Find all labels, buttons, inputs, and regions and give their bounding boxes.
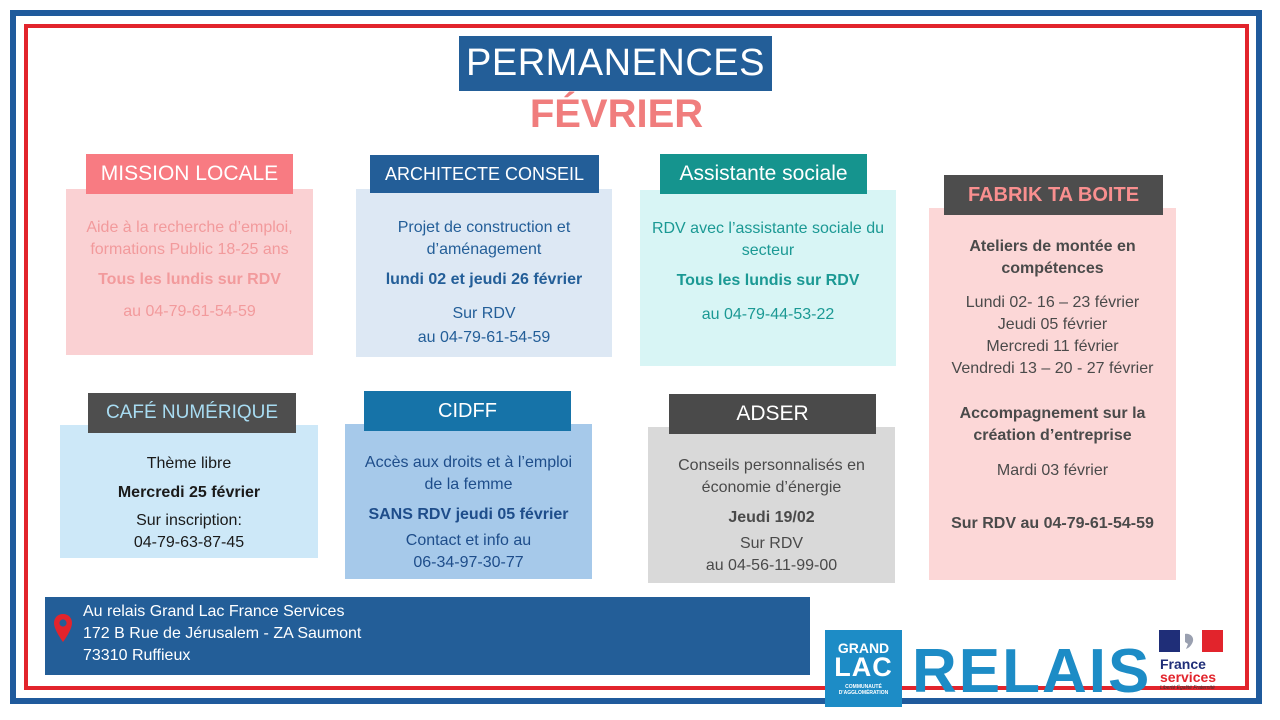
architecte-desc: Projet de construction et d’aménagement (397, 219, 571, 258)
assistante-card (640, 190, 896, 366)
france-services-logo (1159, 628, 1223, 706)
architecte-card (356, 189, 612, 357)
relais-logo: RELAIS (912, 637, 1152, 706)
address-panel (45, 597, 810, 675)
address-line: Au relais Grand Lac France Services (83, 603, 345, 620)
cafe-theme: Thème libre (146, 455, 232, 472)
adser-card (648, 427, 895, 583)
page-title: PERMANENCES (459, 36, 772, 91)
cafe-card (60, 425, 318, 558)
grand-lac-logo (825, 630, 902, 707)
fabrik-date: Jeudi 05 février (997, 316, 1108, 333)
adser-schedule: Jeudi 19/02 (728, 509, 815, 526)
adser-rdv: Sur RDV (739, 535, 804, 552)
assistante-desc: RDV avec l’assistante sociale du secteur (651, 220, 885, 259)
fabrik-date: Mardi 03 février (996, 462, 1109, 479)
france-services-text: France (1160, 656, 1206, 672)
mission-locale-phone: au 04-79-61-54-59 (123, 303, 256, 320)
mission-locale-desc: Aide à la recherche d’emploi, formations Public 18-25 ans (86, 219, 293, 258)
cidff-contact: Contact et info au (405, 532, 532, 549)
architecte-label: ARCHITECTE CONSEIL (370, 155, 599, 193)
architecte-rdv: Sur RDV (452, 305, 516, 322)
cafe-label: CAFÉ NUMÉRIQUE (88, 393, 296, 433)
fabrik-heading-ateliers: Ateliers de montée en compétences (969, 238, 1136, 277)
france-services-text: services (1160, 669, 1217, 685)
map-pin-icon (53, 613, 73, 650)
marianne-flag-icon (1159, 630, 1223, 652)
cidff-label: CIDFF (364, 391, 571, 431)
mission-locale-card (66, 189, 313, 355)
architecte-schedule: lundi 02 et jeudi 26 février (385, 271, 583, 288)
grand-lac-logo-text: COMMUNAUTÉ D'AGGLOMÉRATION (838, 684, 889, 696)
adser-label: ADSER (669, 394, 876, 434)
france-services-motto: Liberté Égalité Fraternité (1160, 685, 1215, 691)
fabrik-date: Lundi 02- 16 – 23 février (965, 294, 1140, 311)
cafe-phone: 04-79-63-87-45 (133, 534, 245, 551)
fabrik-contact: Sur RDV au 04-79-61-54-59 (951, 515, 1154, 532)
address-line: 73310 Ruffieux (83, 647, 191, 664)
mission-locale-schedule: Tous les lundis sur RDV (98, 271, 281, 288)
assistante-schedule: Tous les lundis sur RDV (676, 272, 860, 289)
cafe-inscription: Sur inscription: (136, 512, 242, 529)
fabrik-card (929, 208, 1176, 580)
adser-desc: Conseils personnalisés en économie d’énergie (678, 457, 865, 496)
fabrik-heading-accompagnement: Accompagnement sur la création d’entreprise (959, 405, 1146, 444)
grand-lac-logo-text: LAC (834, 652, 893, 682)
cidff-card (345, 424, 592, 579)
assistante-phone: au 04-79-44-53-22 (701, 306, 835, 323)
architecte-phone: au 04-79-61-54-59 (417, 329, 551, 346)
mission-locale-label: MISSION LOCALE (86, 154, 293, 194)
cidff-desc: Accès aux droits et à l’emploi de la femme (364, 454, 573, 493)
page-subtitle: FÉVRIER (529, 92, 704, 136)
fabrik-label: FABRIK TA BOITE (944, 175, 1163, 215)
cidff-schedule: SANS RDV jeudi 05 février (368, 506, 569, 523)
grand-lac-logo-text: GRAND (837, 640, 890, 656)
fabrik-date: Vendredi 13 – 20 - 27 février (951, 360, 1154, 377)
fabrik-date: Mercredi 11 février (986, 338, 1119, 355)
address-line: 172 B Rue de Jérusalem - ZA Saumont (83, 625, 362, 642)
cidff-phone: 06-34-97-30-77 (413, 554, 524, 571)
cafe-schedule: Mercredi 25 février (117, 484, 261, 501)
assistante-label: Assistante sociale (660, 154, 867, 194)
adser-phone: au 04-56-11-99-00 (705, 557, 838, 574)
